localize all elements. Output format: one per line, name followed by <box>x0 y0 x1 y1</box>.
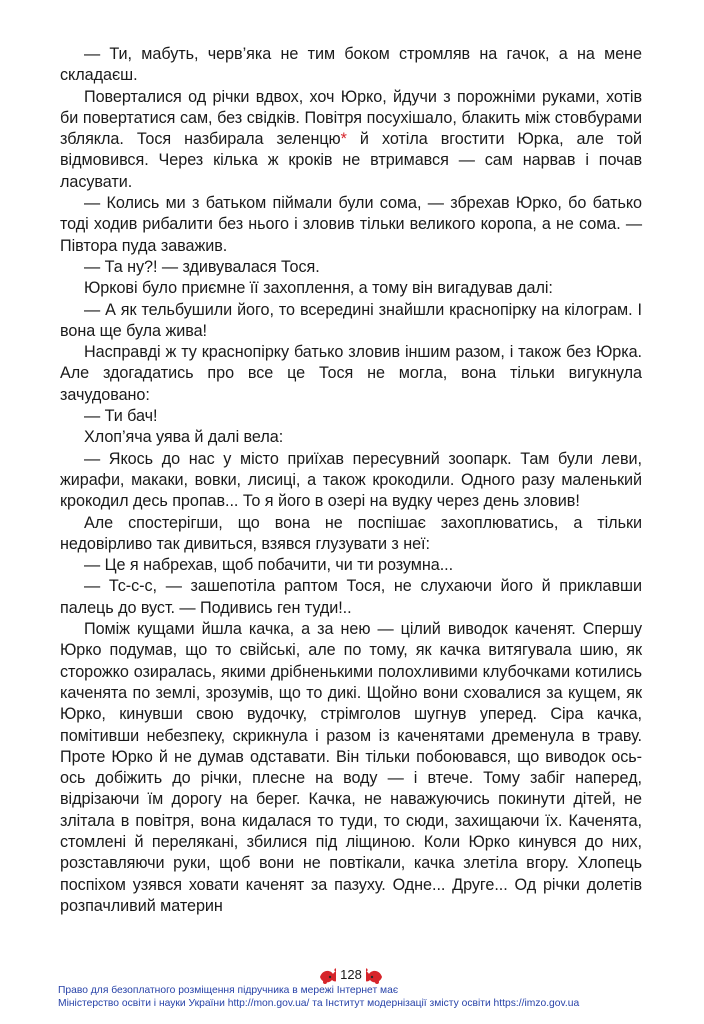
paragraph: Але спостерігши, що вона не поспішає захоплюватись, а тільки недовірливо так дивиться, взявся глузувати з неї: <box>60 513 642 553</box>
story-text <box>60 44 642 917</box>
page-number: 128 <box>336 967 366 983</box>
paragraph: — Тс-с-с, — зашепотіла раптом Тося, не слухаючи його й приклавши палець до вуст. — Подивись ген туди!.. <box>60 577 642 617</box>
paragraph-text: й хотіла вгостити Юрка, але той відмовився. Через кілька ж кроків не втримався — сам нарвав і почав ласувати. <box>60 130 643 191</box>
paragraph: Поміж кущами йшла качка, а за нею — цілий виводок каченят. Спершу Юрко подумав, що то свійські, але по тому, як качка витягувала шию, як сторожко озиралась, якими дрібненькими полохливими клубочками котились каченята по землі, зрозумів, що то дикі. Щойно вони сховалися за кущем, як Юрко, кинувши свою вудочку, стрімголов шугнув уперед. Сіра качка, помітивши небезпеку, скрикнула і разом із каченятами дременула в траву. Проте Юрко й не думав одставати. Він тільки побоювався, що виводок ось-ось добіжить до річки, плесне на воду — і втече. Тому забіг наперед, відрізаючи їм дорогу на берег. Качка, не наважуючись покинути дітей, не злітала в повітря, вона кидалася то туди, то сюди, захищаючи їх. Каченята, стомлені й перелякані, збилися під ліщиною. Коли Юрко кинувся до них, розставляючи руки, щоб вони не повтікали, качка злетіла вгору. Хлопець поспіхом узявся ховати каченят за пазуху. Одне... Друге... Од річки долетів розпачливий материн <box>60 620 642 915</box>
paragraph: — Колись ми з батьком піймали були сома, — збрехав Юрко, бо батько тоді ходив рибалити без нього і зловив тільки великого коропа, а не сома. — Півтора пуда заважив. <box>60 194 642 255</box>
paragraph: — А як тельбушили його, то всередині знайшли краснопірку на кілограм. І вона ще була жива! <box>60 300 642 340</box>
paragraph: — Це я набрехав, щоб побачити, чи ти розумна... <box>84 556 454 575</box>
copyright-notice: Право для безоплатного розміщення підручника в мережі Інтернет має <box>58 985 399 996</box>
paragraph: Насправді ж ту краснопірку батько зловив іншим разом, і також без Юрка. Але здогадатись про все це Тося не могла, вона тільки вигукнула зачудовано: <box>60 343 642 404</box>
paragraph: — Якось до нас у місто приїхав пересувний зоопарк. Там були леви, жирафи, макаки, вовки, лисиці, а також крокодили. Одного разу маленький крокодил десь пропав... То я його в озері на вудку через день зловив! <box>60 449 642 511</box>
paragraph: — Ти бач! <box>84 407 158 426</box>
paragraph: — Ти, мабуть, черв’яка не тим боком стромляв на гачок, а на мене складаєш. <box>60 45 642 85</box>
paragraph <box>60 87 642 193</box>
paragraph: — Та ну?! — здивувалася Тося. <box>84 257 320 276</box>
paragraph-text: Поверталися од річки вдвох, хоч Юрко, йдучи з порожніми руками, хотів би повертатися сам, без свідків. Повітря посухішало, блакить між стовбурами зблякла. Тося назбирала зеленцю <box>60 87 642 149</box>
footnote-asterisk[interactable]: * <box>340 130 347 149</box>
copyright-links[interactable]: Міністерство освіти і науки України http://mon.gov.ua/ та Інститут модернізації змісту освіти https://imzo.gov.ua <box>58 998 580 1009</box>
paragraph: Юркові було приємне її захоплення, а тому він вигадував далі: <box>84 279 553 298</box>
paragraph: Хлоп’яча уява й далі вела: <box>84 428 284 447</box>
